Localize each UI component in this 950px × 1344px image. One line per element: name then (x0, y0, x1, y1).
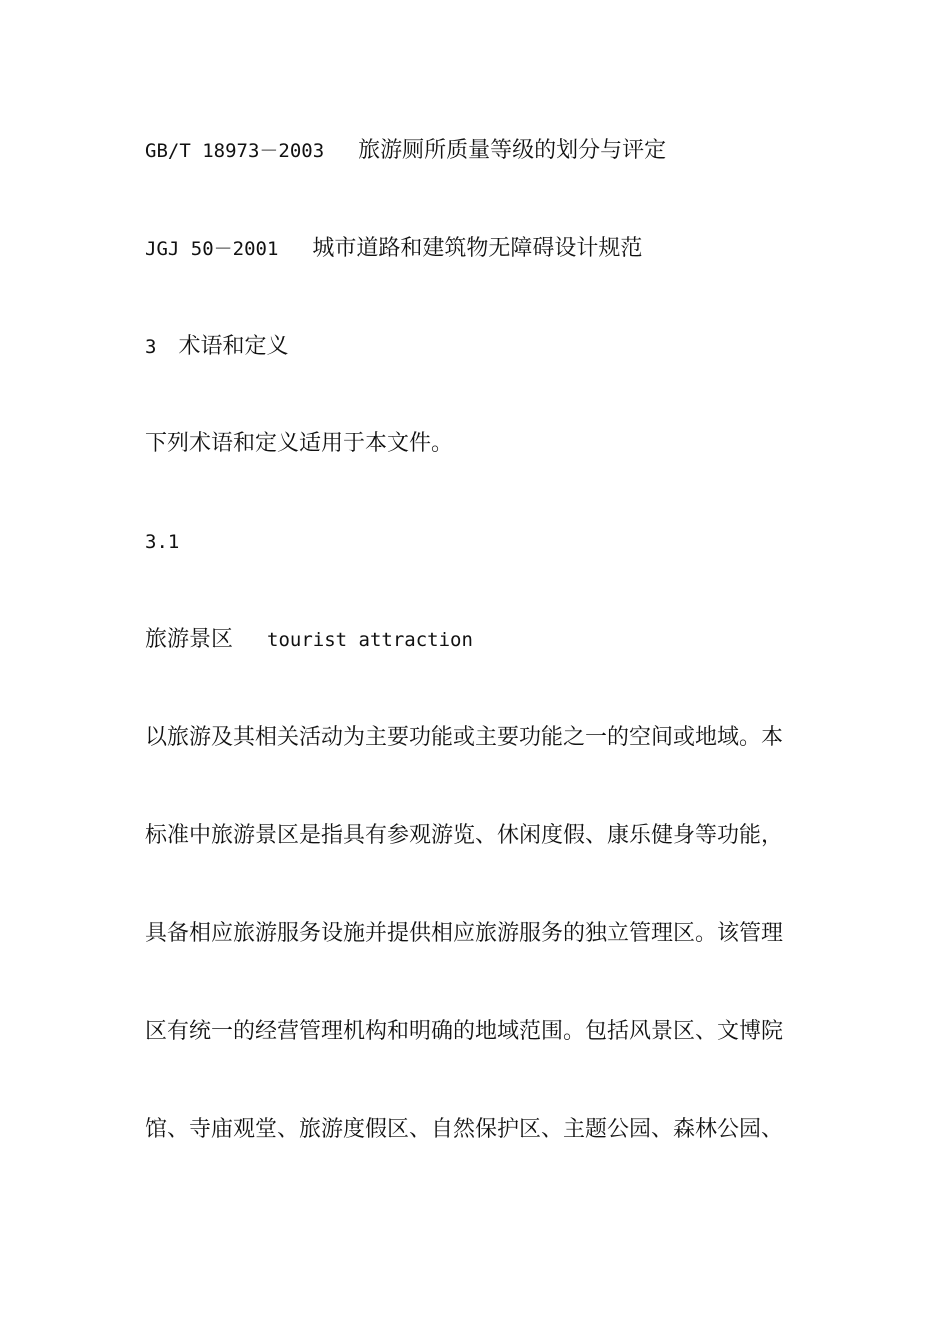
section-title: 术语和定义 (178, 334, 289, 359)
reference-line-2 (145, 234, 642, 264)
term-heading (145, 625, 473, 655)
term-en: tourist attraction (267, 629, 473, 651)
section-number: 3 (145, 336, 157, 358)
definition-line: 标准中旅游景区是指具有参观游览、休闲度假、康乐健身等功能， (145, 823, 784, 848)
term-zh: 旅游景区 (145, 627, 234, 652)
definition-line: 具备相应旅游服务设施并提供相应旅游服务的独立管理区。该管理 (145, 921, 784, 946)
term-number: 3.1 (145, 531, 180, 553)
section-heading (145, 332, 288, 362)
reference-code: GB/T 18973－2003 (145, 140, 325, 162)
reference-code: JGJ 50－2001 (145, 238, 279, 260)
reference-title: 城市道路和建筑物无障碍设计规范 (312, 236, 643, 261)
section-intro: 下列术语和定义适用于本文件。 (145, 431, 454, 456)
definition-line: 区有统一的经营管理机构和明确的地域范围。包括风景区、文博院 (145, 1019, 784, 1044)
reference-title: 旅游厕所质量等级的划分与评定 (358, 138, 667, 163)
definition-line: 以旅游及其相关活动为主要功能或主要功能之一的空间或地域。本 (145, 725, 784, 750)
reference-line-1 (145, 136, 666, 166)
definition-line: 馆、寺庙观堂、旅游度假区、自然保护区、主题公园、森林公园、 (145, 1117, 784, 1142)
